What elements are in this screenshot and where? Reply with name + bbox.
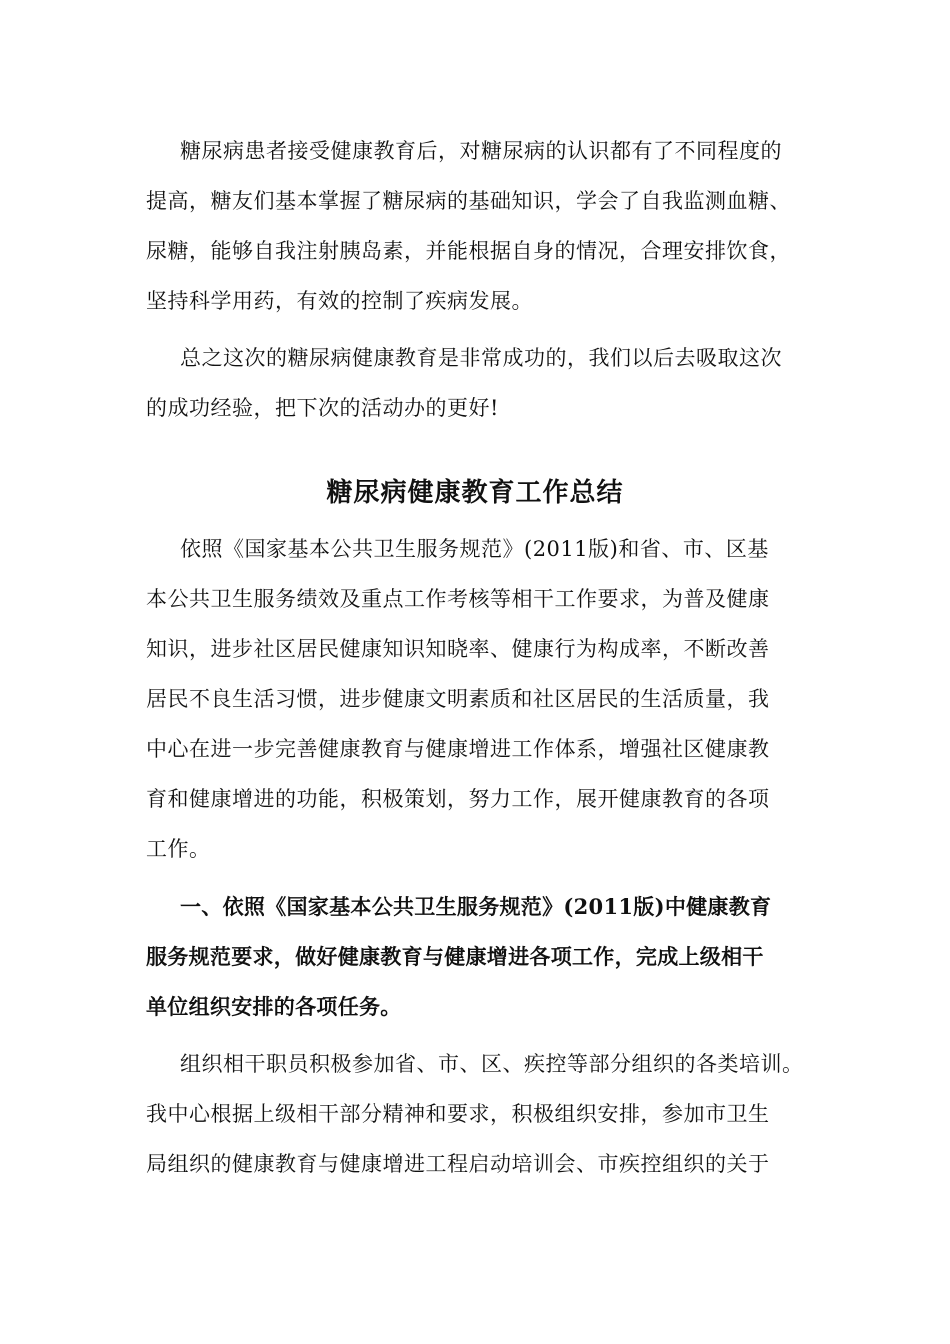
text-line: 工作。 <box>146 837 211 861</box>
body-paragraph-1 <box>146 524 826 874</box>
text-line: 总之这次的糖尿病健康教育是非常成功的，我们以后去吸取这次 <box>180 346 782 370</box>
text-line: 坚持科学用药，有效的控制了疾病发展。 <box>146 289 533 313</box>
text-line: 知识，进步社区居民健康知识知晓率、健康行为构成率，不断改善 <box>146 637 770 661</box>
text-line: 居民不良生活习惯，进步健康文明素质和社区居民的生活质量，我 <box>146 687 770 711</box>
text-line: 中心在进一步完善健康教育与健康增进工作体系，增强社区健康教 <box>146 737 770 761</box>
text-line: 依照《国家基本公共卫生服务规范》(2011版)和省、市、区基 <box>180 537 769 561</box>
text-line: 提高，糖友们基本掌握了糖尿病的基础知识，学会了自我监测血糖、 <box>146 189 791 213</box>
text-line: 糖尿病患者接受健康教育后，对糖尿病的认识都有了不同程度的 <box>180 139 782 163</box>
document-title: 糖尿病健康教育工作总结 <box>326 478 624 508</box>
section-heading-1 <box>146 882 826 1032</box>
text-line: 的成功经验，把下次的活动办的更好! <box>146 396 499 420</box>
heading-line: 一、依照《国家基本公共卫生服务规范》(2011版)中健康教育 <box>180 894 772 919</box>
text-line: 组织相干职员积极参加省、市、区、疾控等部分组织的各类培训。 <box>180 1052 804 1076</box>
text-line: 育和健康增进的功能，积极策划，努力工作，展开健康教育的各项 <box>146 787 770 811</box>
heading-line: 单位组织安排的各项任务。 <box>146 994 402 1019</box>
text-line: 我中心根据上级相干部分精神和要求，积极组织安排，参加市卫生 <box>146 1102 770 1126</box>
text-line: 尿糖，能够自我注射胰岛素，并能根据自身的情况，合理安排饮食， <box>146 239 791 263</box>
heading-line: 服务规范要求，做好健康教育与健康增进各项工作，完成上级相干 <box>146 944 764 969</box>
intro-paragraph-1 <box>146 126 826 326</box>
text-line: 本公共卫生服务绩效及重点工作考核等相干工作要求，为普及健康 <box>146 587 770 611</box>
intro-paragraph-2 <box>146 333 826 433</box>
body-paragraph-2 <box>146 1039 826 1189</box>
text-line: 局组织的健康教育与健康增进工程启动培训会、市疾控组织的关于 <box>146 1152 770 1176</box>
